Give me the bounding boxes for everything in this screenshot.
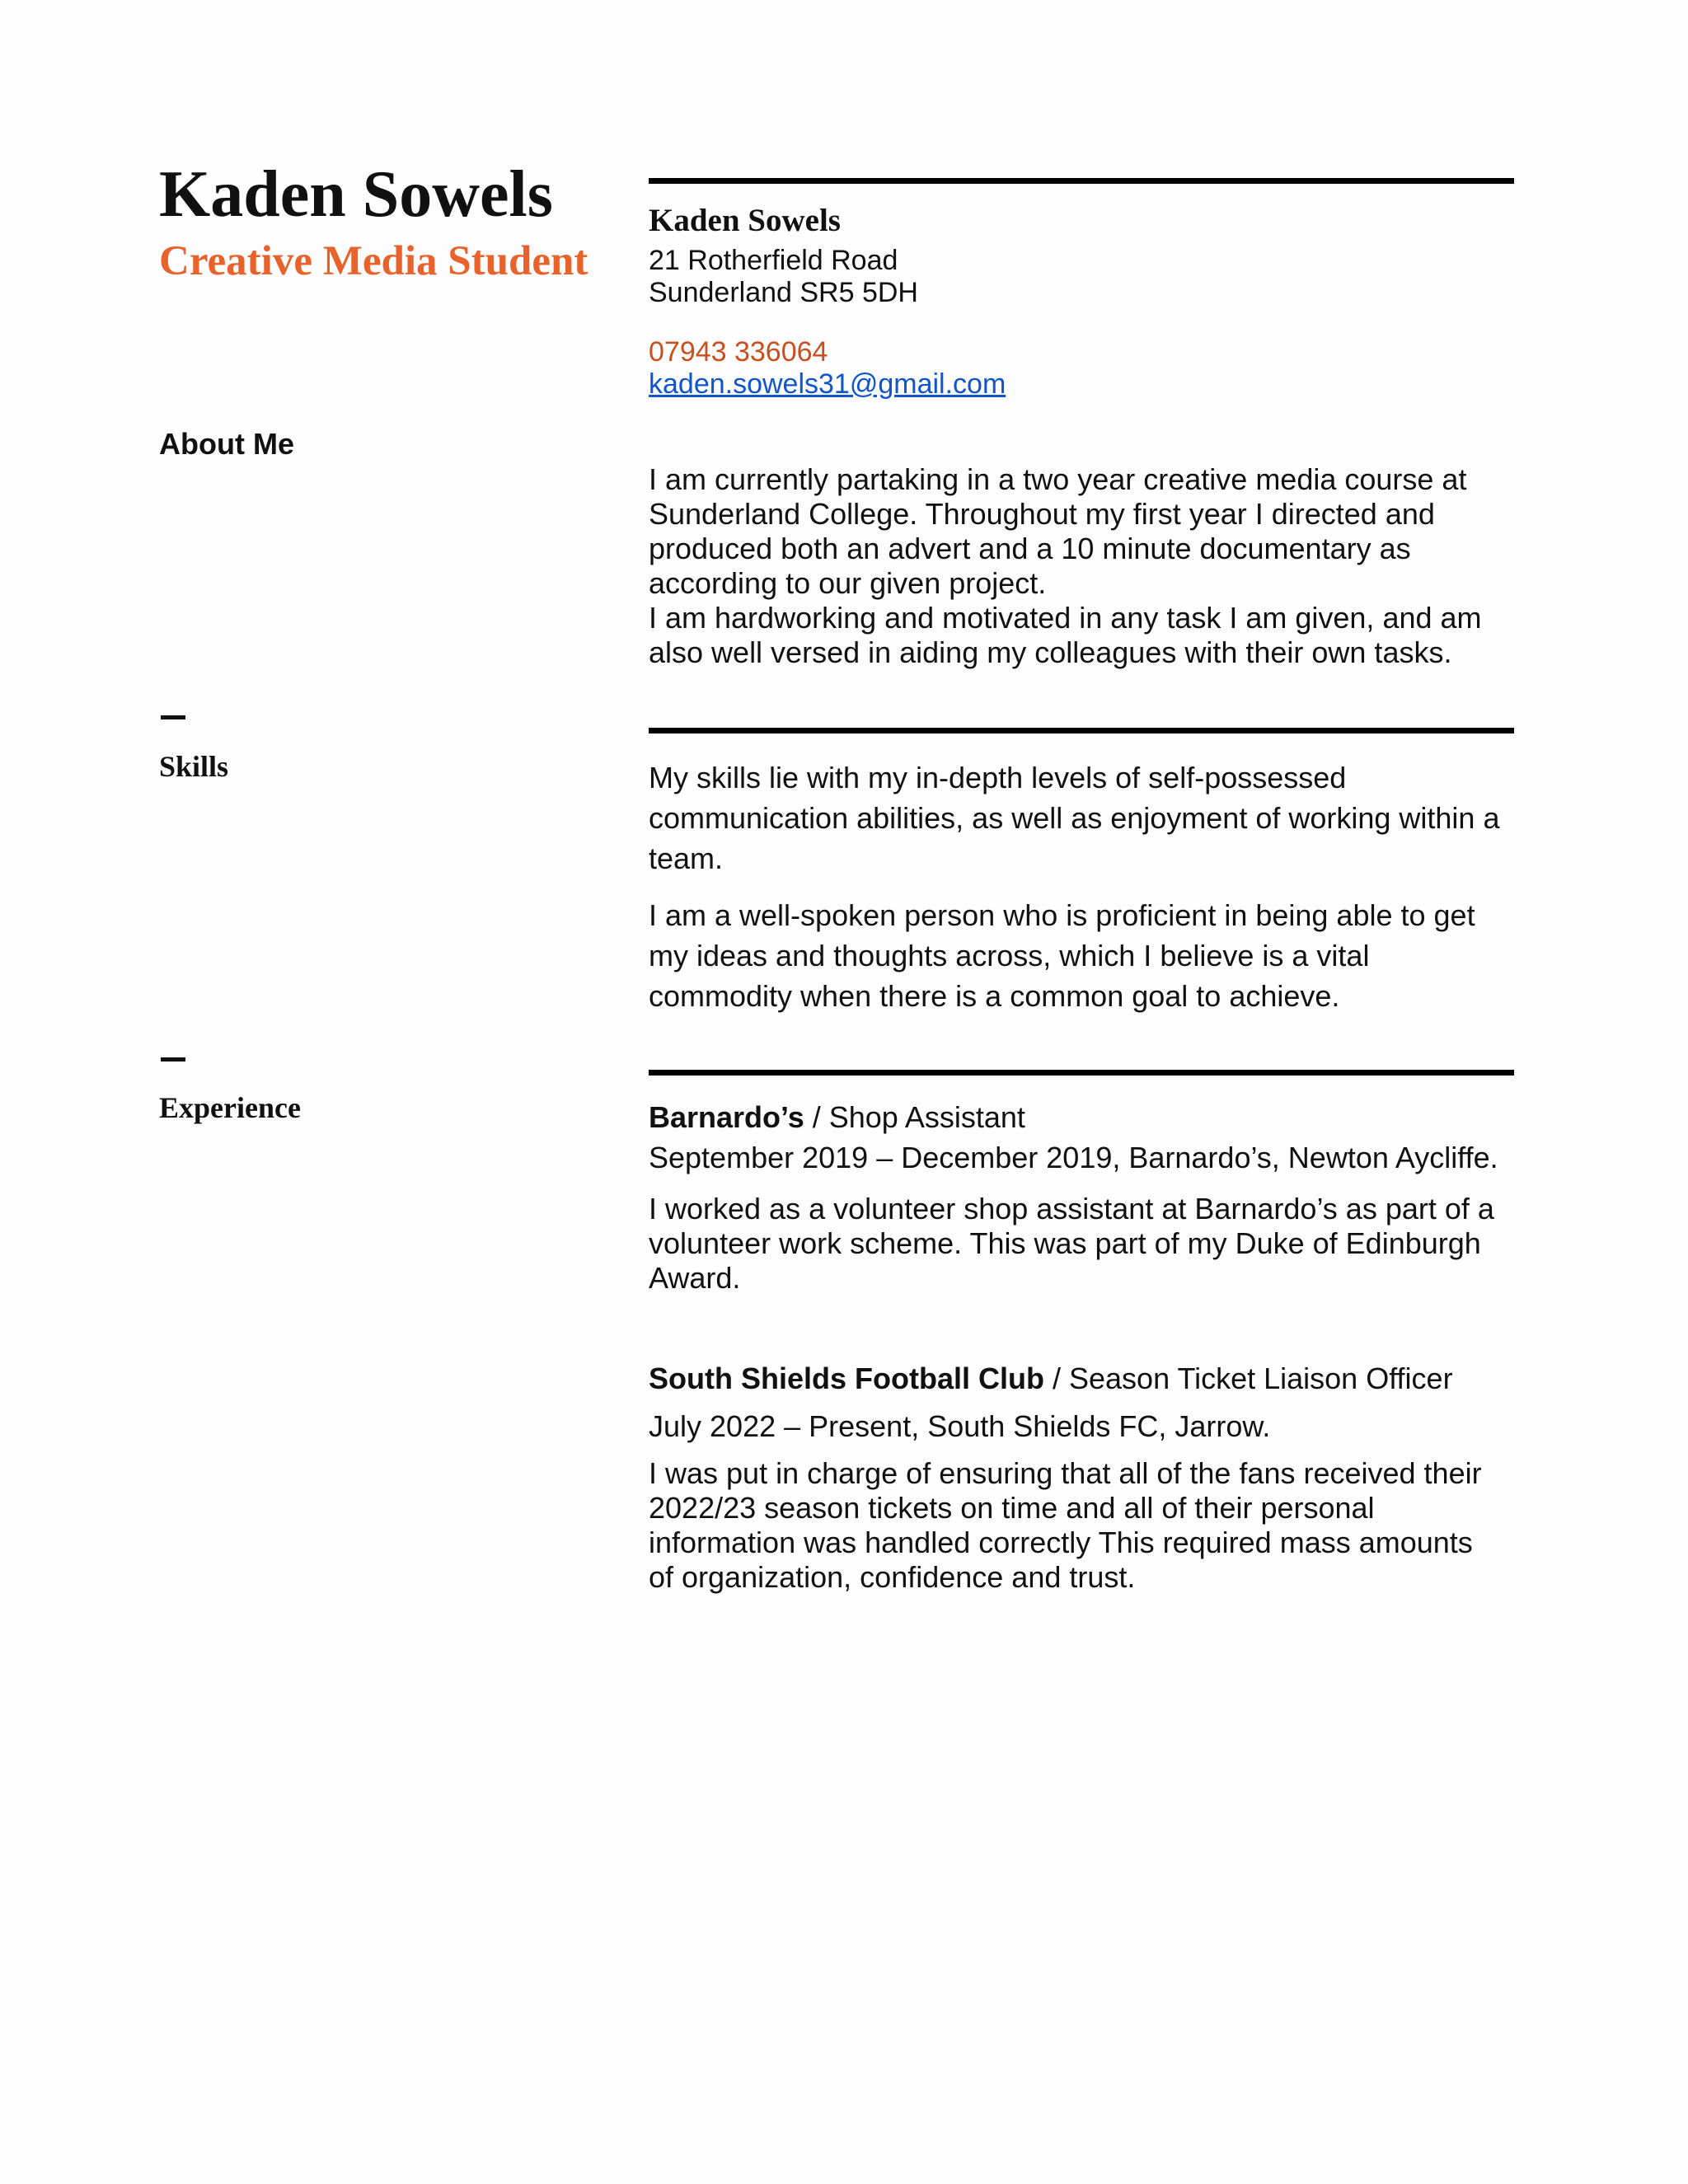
page-subtitle: Creative Media Student [159,238,588,284]
left-column [159,0,621,2184]
job-description-line: I worked as a volunteer shop assistant at Barnardo’s as part of a [649,1192,1494,1226]
contact-phone[interactable]: 07943 336064 [649,336,828,368]
about-line: according to our given project. [649,566,1047,600]
job-role: / Shop Assistant [804,1100,1025,1134]
skills-line: my ideas and thoughts across, which I believe is a vital [649,939,1370,972]
about-text [649,462,1522,670]
address-line: 21 Rotherfield Road [649,245,898,276]
skills-paragraph [649,757,1522,879]
job-description-line: Award. [649,1261,741,1295]
about-line: I am currently partaking in a two year creative media course at [649,462,1467,496]
about-line: Sunderland College. Throughout my first year I directed and [649,497,1435,531]
horizontal-rule [649,178,1514,184]
right-column [649,0,1522,2184]
section-label-experience: Experience [159,1091,301,1124]
skills-line: My skills lie with my in-depth levels of self-possessed [649,761,1347,794]
job-dates: July 2022 – Present, South Shields FC, Jarrow. [649,1409,1271,1443]
job-description [649,1456,1522,1595]
skills-line: team. [649,841,724,875]
contact-address [649,245,1522,309]
job-description-line: information was handled correctly This required mass amounts [649,1526,1473,1559]
section-divider-dash [161,715,185,719]
page-title: Kaden Sowels [159,158,553,231]
horizontal-rule [649,1070,1514,1076]
section-label-about: About Me [159,427,294,461]
job-description-line: of organization, confidence and trust. [649,1560,1136,1594]
contact-email-link[interactable]: kaden.sowels31@gmail.com [649,368,1006,400]
job-employer: South Shields Football Club [649,1361,1044,1395]
skills-line: I am a well-spoken person who is proficient in being able to get [649,898,1475,932]
about-line: I am hardworking and motivated in any task I am given, and am [649,601,1482,635]
section-divider-dash [161,1057,185,1062]
about-line: also well versed in aiding my colleagues with their own tasks. [649,635,1452,669]
address-line: Sunderland SR5 5DH [649,277,918,308]
horizontal-rule [649,728,1514,733]
job-role: / Season Ticket Liaison Officer [1043,1361,1453,1395]
skills-line: communication abilities, as well as enjoyment of working within a [649,801,1500,835]
job-employer: Barnardo’s [649,1100,804,1134]
contact-name: Kaden Sowels [649,203,841,238]
job-title [649,1358,1522,1399]
job-description-line: I was put in charge of ensuring that all of the fans received their [649,1456,1482,1490]
job-description-line: 2022/23 season tickets on time and all of their personal [649,1491,1375,1525]
job-title [649,1097,1522,1137]
skills-line: commodity when there is a common goal to achieve. [649,979,1340,1013]
about-line: produced both an advert and a 10 minute documentary as [649,532,1411,565]
job-description [649,1192,1522,1296]
section-label-skills: Skills [159,750,229,783]
job-description-line: volunteer work scheme. This was part of my Duke of Edinburgh [649,1226,1481,1260]
skills-paragraph [649,895,1522,1016]
job-dates: September 2019 – December 2019, Barnardo’s, Newton Aycliffe. [649,1141,1498,1174]
